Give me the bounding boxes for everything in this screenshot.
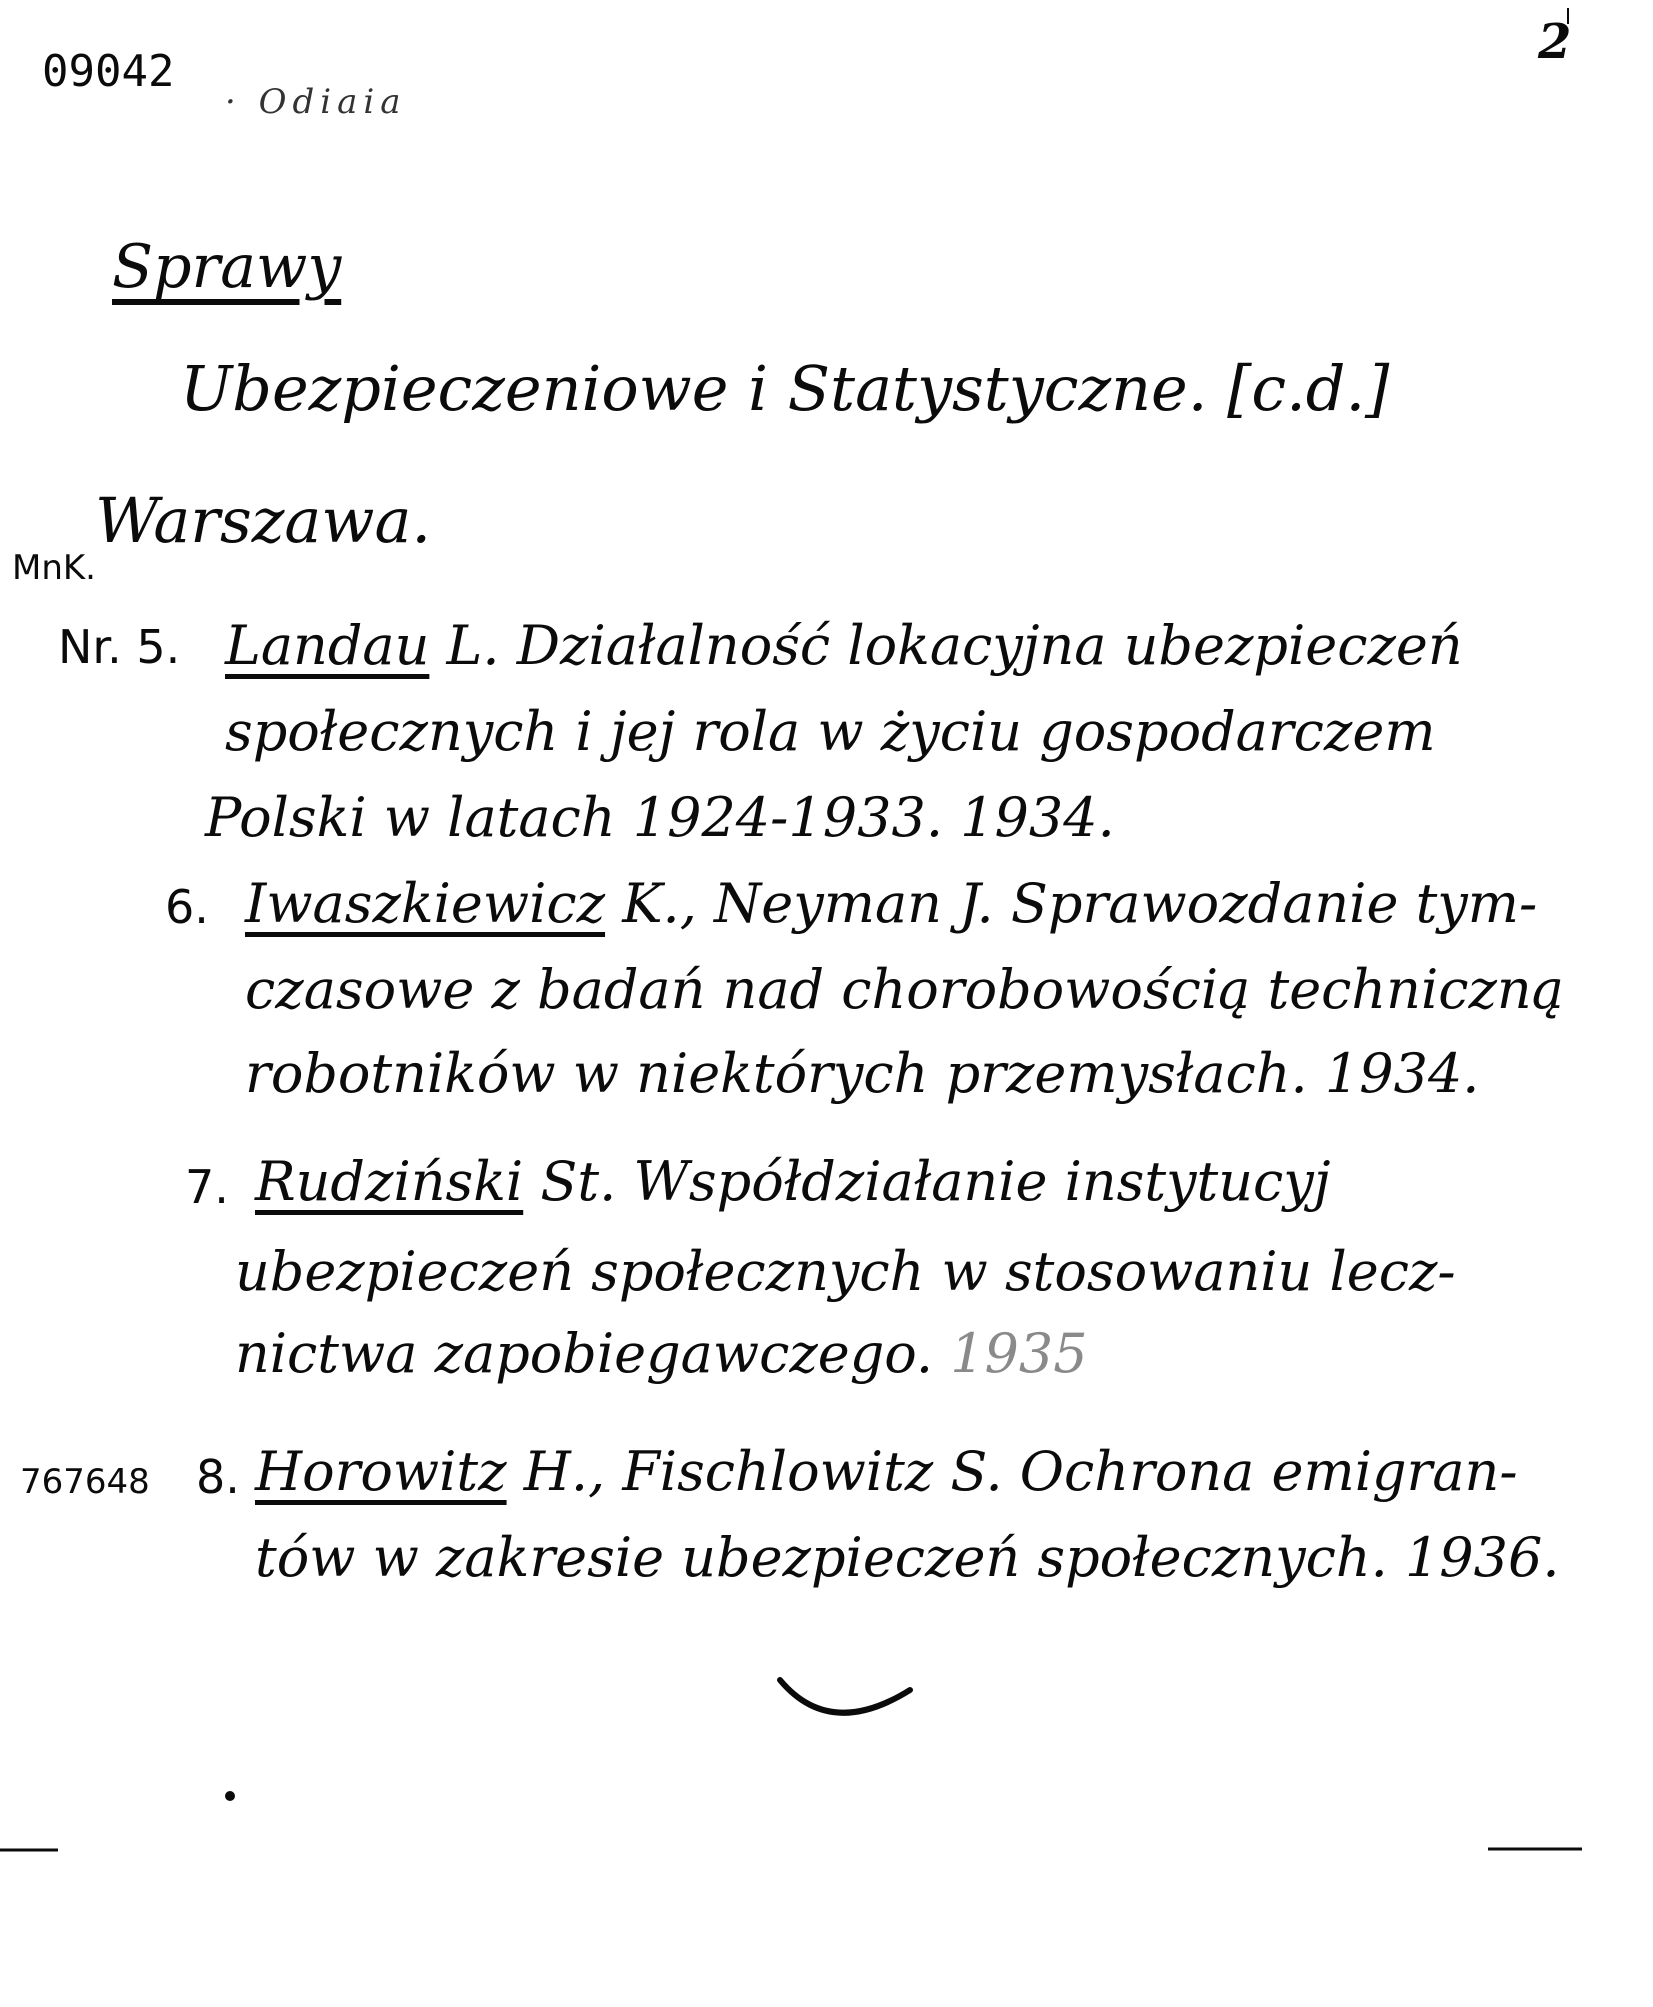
entry-number: Nr. 5. — [58, 620, 181, 674]
entry-author: Rudziński — [255, 1150, 524, 1213]
entry-number: 8. — [196, 1450, 240, 1504]
heading-subtitle: Ubezpieczeniowe i Statystyczne. [c.d.] — [180, 352, 1390, 425]
entry-author: Iwaszkiewicz — [245, 872, 606, 935]
entry-title-start: L. Działalność lokacyjna ubezpieczeń — [429, 614, 1463, 677]
entry-author: Landau — [225, 614, 430, 677]
card-signature-tail: · Odiaia — [225, 82, 407, 122]
entry-title-start: K., Neyman J. Sprawozdanie tym- — [605, 872, 1538, 935]
entry-line: społecznych i jej rola w życiu gospodarczem — [225, 700, 1436, 763]
entry-year-faded: 1935 — [933, 1322, 1088, 1385]
heading-place: Warszawa. — [95, 484, 432, 557]
entry-title-start: H., Fischlowitz S. Ochrona emigran- — [506, 1440, 1518, 1503]
card-signature: 09042 — [42, 46, 175, 97]
entry-line: Polski w latach 1924-1933. 1934. — [205, 786, 1115, 849]
entry-line: tów w zakresie ubezpieczeń społecznych. 1936. — [255, 1526, 1560, 1589]
entry-number: 6. — [165, 880, 209, 934]
entry-number: 7. — [185, 1160, 229, 1214]
page-number: 2 — [1538, 14, 1572, 70]
entry-call-code: 767648 — [20, 1462, 150, 1502]
end-mark-curve — [780, 1680, 910, 1713]
entry-line: czasowe z badań nad chorobowością techniczną — [245, 958, 1564, 1021]
margin-note: MnK. — [12, 548, 96, 588]
ink-dot — [225, 1791, 235, 1801]
entry-title-start: St. Współdziałanie instytucyj — [523, 1150, 1331, 1213]
entry-line: robotników w niektórych przemysłach. 1934. — [245, 1042, 1480, 1105]
entry-line: ubezpieczeń społecznych w stosowaniu lecz- — [235, 1240, 1456, 1303]
entry-author: Horowitz — [255, 1440, 507, 1503]
heading-subject: Sprawy — [112, 232, 342, 302]
entry-line-text: nictwa zapobiegawczego. — [235, 1322, 934, 1385]
